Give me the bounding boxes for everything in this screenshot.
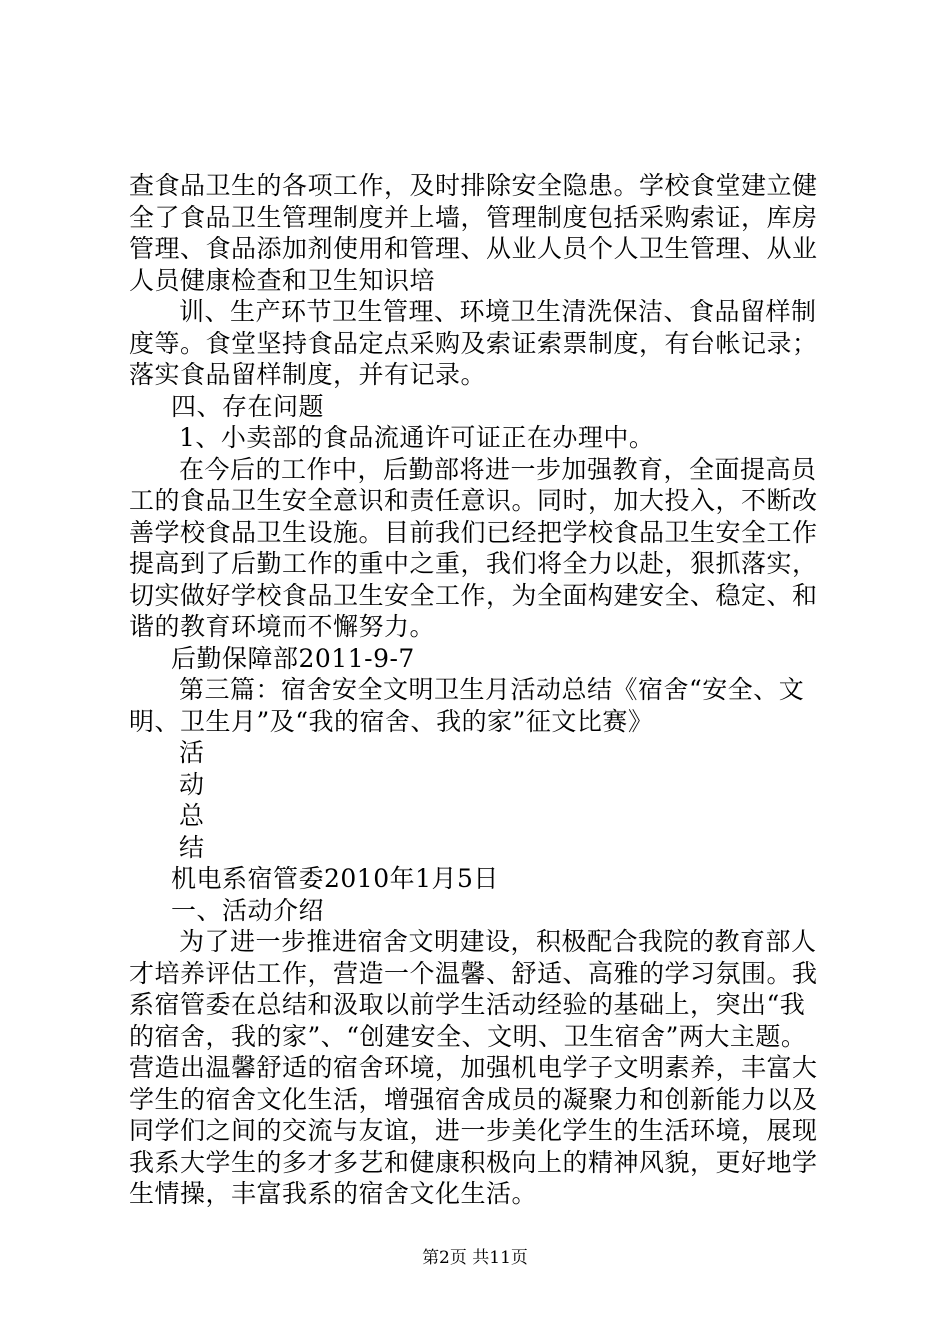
page-footer [0, 1247, 950, 1269]
text-line: 的宿舍，我的家”、“创建安全、文明、卫生宿舍”两大主题。 [129, 1021, 807, 1051]
vertical-title-char: 结 [179, 832, 205, 862]
text-line: 提高到了后勤工作的重中之重，我们将全力以赴，狠抓落实， [129, 549, 818, 578]
text-line: 我系大学生的多才多艺和健康积极向上的精神风貌，更好地学 [129, 1147, 818, 1177]
text-line: 管理、食品添加剂使用和管理、从业人员个人卫生管理、从业 [129, 234, 818, 263]
section-heading: 四、存在问题 [171, 391, 325, 421]
vertical-title-char: 活 [179, 738, 205, 767]
text-line: 查食品卫生的各项工作，及时排除安全隐患。学校食堂建立健 [129, 171, 818, 200]
text-line: 切实做好学校食品卫生安全工作，为全面构建安全、稳定、和 [129, 580, 818, 610]
text-line: 全了食品卫生管理制度并上墙，管理制度包括采购索证，库房 [129, 202, 818, 232]
text-line: 系宿管委在总结和汲取以前学生活动经验的基础上，突出“我 [129, 990, 806, 1019]
chapter-heading: 明、卫生月”及“我的宿舍、我的家”征文比赛》 [129, 706, 654, 736]
vertical-title-char: 动 [179, 769, 205, 799]
text-line: 落实食品留样制度，并有记录。 [129, 360, 487, 389]
text-line: 为了进一步推进宿舍文明建设，积极配合我院的教育部人 [179, 927, 817, 956]
text-line: 度等。食堂坚持食品定点采购及索证索票制度，有台帐记录； [129, 328, 818, 358]
text-line: 生情操，丰富我系的宿舍文化生活。 [129, 1179, 538, 1208]
text-line: 工的食品卫生安全意识和责任意识。同时，加大投入，不断改 [129, 486, 818, 515]
vertical-title-char: 总 [179, 801, 205, 830]
text-line: 同学们之间的交流与友谊，进一步美化学生的生活环境，展现 [129, 1116, 818, 1145]
text-line: 才培养评估工作，营造一个温馨、舒适、高雅的学习氛围。我 [129, 958, 818, 988]
text-line: 谐的教育环境而不懈努力。 [129, 612, 436, 641]
text-line: 训、生产环节卫生管理、环境卫生清洗保洁、食品留样制 [179, 297, 817, 326]
text-line: 善学校食品卫生设施。目前我们已经把学校食品卫生安全工作 [129, 517, 818, 547]
chapter-heading: 第三篇：宿舍安全文明卫生月活动总结《宿舍“安全、文 [179, 675, 805, 704]
author-date-line: 机电系宿管委2010年1月5日 [171, 864, 499, 893]
text-line: 1、小卖部的食品流通许可证正在办理中。 [179, 423, 655, 452]
document-body [129, 170, 829, 1210]
text-line: 在今后的工作中，后勤部将进一步加强教育，全面提高员 [179, 454, 817, 484]
text-line: 学生的宿舍文化生活，增强宿舍成员的凝聚力和创新能力以及 [129, 1084, 818, 1114]
signature-line: 后勤保障部2011-9-7 [171, 643, 415, 673]
page-number: 第2页 共11页 [422, 1248, 528, 1268]
text-line: 人员健康检查和卫生知识培 [129, 265, 436, 295]
section-heading: 一、活动介绍 [171, 895, 325, 925]
text-line: 营造出温馨舒适的宿舍环境，加强机电学子文明素养，丰富大 [129, 1053, 818, 1082]
